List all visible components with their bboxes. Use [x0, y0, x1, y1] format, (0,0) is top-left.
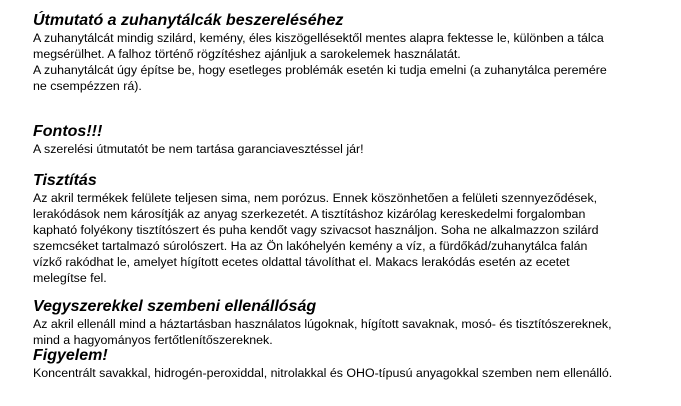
paragraph-cleaning — [33, 190, 673, 286]
text-line: A szerelési útmutatót be nem tartása garanciavesztéssel jár! — [33, 142, 364, 156]
text-line: mind a hagyományos fertőtlenítőszereknek. — [33, 333, 273, 347]
paragraph-warranty-warning — [33, 141, 673, 157]
paragraph-attention — [33, 365, 673, 381]
text-line: megsérülhet. A falhoz történő rögzítéshez ajánljuk a sarokelemek használatát. — [33, 47, 461, 61]
text-line: kapható folyékony tisztítószert és puha kendőt vagy szivacsot használjon. Soha ne alkalmazzon szilárd — [33, 223, 599, 237]
text-line: ne csempézzen rá). — [33, 79, 142, 93]
text-line: A zuhanytálcát mindig szilárd, kemény, éles kiszögellésektől mentes alapra fektesse le, különben a tálca — [33, 31, 604, 45]
paragraph-installation-removable — [33, 62, 673, 94]
heading-important: Fontos!!! — [33, 123, 103, 140]
text-line: Az akril termékek felülete teljesen sima, nem porózus. Ennek köszönhetően a felületi szennyeződések, — [33, 191, 598, 205]
heading-attention: Figyelem! — [33, 347, 108, 364]
heading-chemical-resistance: Vegyszerekkel szembeni ellenállóság — [33, 298, 317, 315]
text-line: Koncentrált savakkal, hidrogén-peroxiddal, nitrolakkal és OHO-típusú anyagokkal szemben nem ellenálló. — [33, 366, 613, 380]
text-line: szemcséket tartalmazó súrolószert. Ha az Ön lakóhelyén kemény a víz, a fürdőkád/zuhanytálca falán — [33, 239, 588, 253]
text-line: vízkő rakódhat le, amelyet hígított ecetes oldattal távolíthat el. Makacs lerakódás esetén az ecetet — [33, 255, 570, 269]
heading-cleaning: Tisztítás — [33, 172, 97, 189]
heading-installation-guide: Útmutató a zuhanytálcák beszereléséhez — [33, 12, 344, 29]
text-line: A zuhanytálcát úgy építse be, hogy esetleges problémák esetén ki tudja emelni (a zuhanytálca peremére — [33, 63, 607, 77]
paragraph-installation-base — [33, 30, 673, 62]
text-line: lerakódások nem károsítják az anyag szerkezetét. A tisztításhoz kizárólag kereskedelmi forgalomban — [33, 207, 586, 221]
text-line: Az akril ellenáll mind a háztartásban használatos lúgoknak, hígított savaknak, mosó- és tisztítószereknek, — [33, 317, 612, 331]
paragraph-chemical-resistance — [33, 316, 673, 348]
text-line: melegítse fel. — [33, 271, 107, 285]
